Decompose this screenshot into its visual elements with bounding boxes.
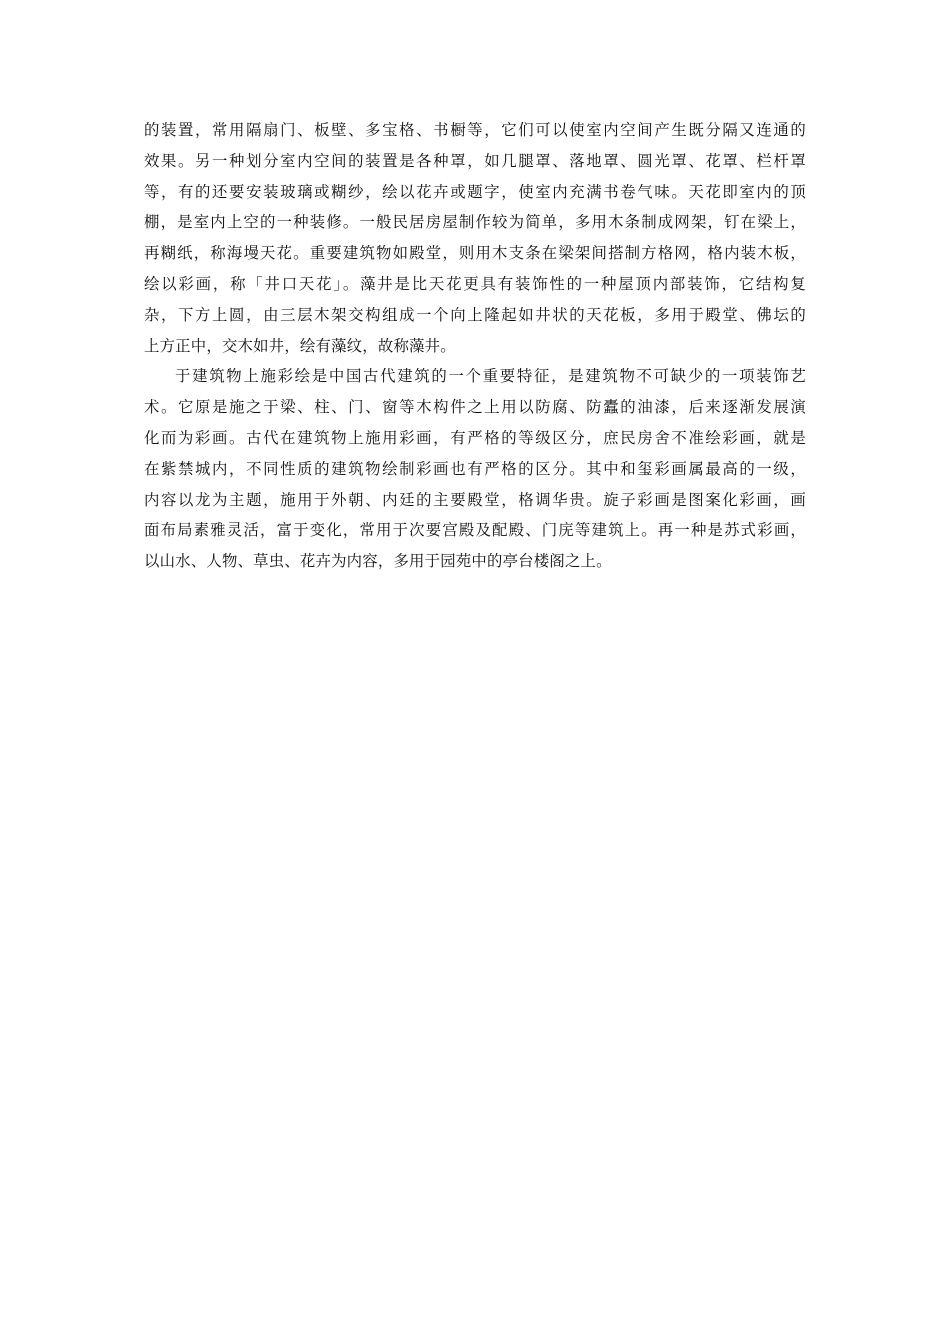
document-body xyxy=(144,115,806,577)
text-line-last: 上方正中，交木如井，绘有藻纹，故称藻井。 xyxy=(144,336,456,355)
text-line: 面布局素雅灵活，富于变化，常用于次要宫殿及配殿、门庑等建筑上。再一种是苏式彩画， xyxy=(144,521,806,540)
text-line: 在紫禁城内，不同性质的建筑物绘制彩画也有严格的区分。其中和玺彩画属最高的一级， xyxy=(144,459,806,478)
text-line: 绘以彩画，称「井口天花」。藻井是比天花更具有装饰性的一种屋顶内部装饰，它结构复 xyxy=(144,274,806,293)
text-line: 效果。另一种划分室内空间的装置是各种罩，如几腿罩、落地罩、圆光罩、花罩、栏杆罩 xyxy=(144,151,806,170)
paragraph-painted-decoration xyxy=(144,361,806,577)
text-line: 等，有的还要安装玻璃或糊纱，绘以花卉或题字，使室内充满书卷气味。天花即室内的顶 xyxy=(144,182,806,201)
text-line: 内容以龙为主题，施用于外朝、内廷的主要殿堂，格调华贵。旋子彩画是图案化彩画，画 xyxy=(144,490,806,509)
text-line: 术。它原是施之于梁、柱、门、窗等木构件之上用以防腐、防蠹的油漆，后来逐渐发展演 xyxy=(144,398,806,417)
text-line: 的装置，常用隔扇门、板壁、多宝格、书橱等，它们可以使室内空间产生既分隔又连通的 xyxy=(144,121,806,139)
text-line-last: 以山水、人物、草虫、花卉为内容，多用于园苑中的亭台楼阁之上。 xyxy=(144,552,612,571)
text-line-first: 于建筑物上施彩绘是中国古代建筑的一个重要特征，是建筑物不可缺少的一项装饰艺 xyxy=(175,367,806,386)
text-line: 化而为彩画。古代在建筑物上施用彩画，有严格的等级区分，庶民房舍不准绘彩画，就是 xyxy=(144,428,806,447)
text-line: 杂，下方上圆，由三层木架交构组成一个向上隆起如井状的天花板，多用于殿堂、佛坛的 xyxy=(144,305,806,324)
text-line: 棚，是室内上空的一种装修。一般民居房屋制作较为简单，多用木条制成网架，钉在梁上， xyxy=(144,213,806,232)
text-line: 再糊纸，称海墁天花。重要建筑物如殿堂，则用木支条在梁架间搭制方格网，格内装木板， xyxy=(144,244,806,263)
paragraph-interior-decoration xyxy=(144,115,806,361)
